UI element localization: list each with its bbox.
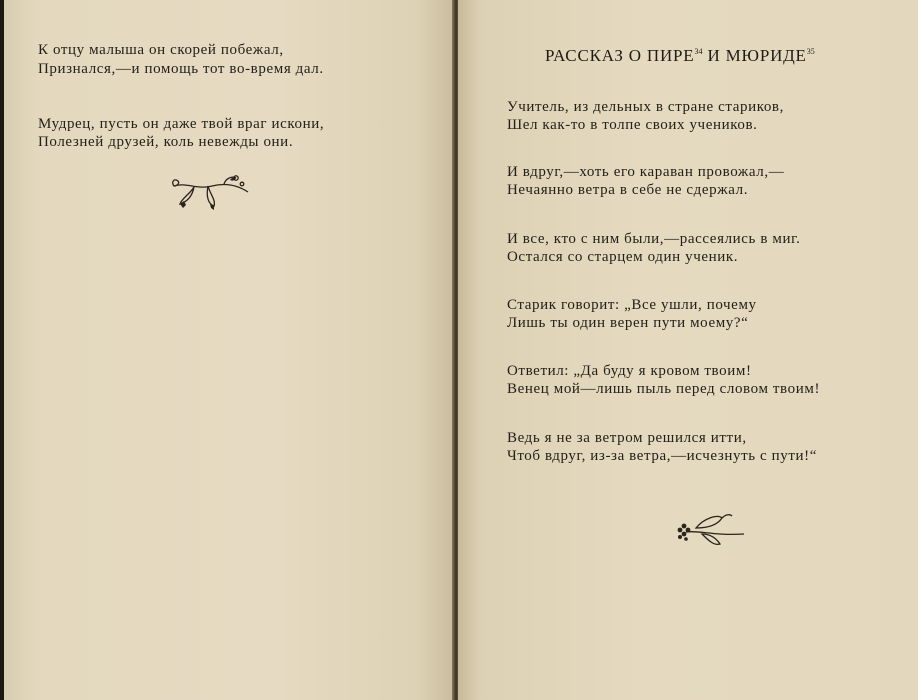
left-page <box>4 0 455 700</box>
right-stanza-6-line-1: Ведь я не за ветром решился итти, <box>507 430 747 446</box>
right-stanza-4-line-1: Старик говорит: „Все ушли, почему <box>507 297 757 313</box>
page-title <box>545 46 815 66</box>
right-stanza-1-line-1: Учитель, из дельных в стране стариков, <box>507 99 784 115</box>
floral-vignette-icon <box>168 172 252 212</box>
right-stanza-1-line-2: Шел как-то в толпе своих учеников. <box>507 117 758 133</box>
left-stanza-2-line-1: Мудрец, пусть он даже твой враг искони, <box>38 116 325 132</box>
title-footnote-2: 35 <box>806 47 815 56</box>
right-stanza-2-line-2: Нечаянно ветра в себе не сдержал. <box>507 182 749 198</box>
left-stanza-1-line-1: К отцу малыша он скорей побежал, <box>38 42 284 58</box>
title-footnote-1: 34 <box>694 47 703 56</box>
flower-vignette-icon <box>674 510 748 550</box>
title-part-2: И МЮРИДЕ <box>702 46 807 65</box>
right-stanza-6-line-2: Чтоб вдруг, из-за ветра,—исчезнуть с пути!“ <box>507 448 818 464</box>
right-stanza-2-line-1: И вдруг,—хоть его караван провожал,— <box>507 164 785 180</box>
right-stanza-3-line-2: Остался со старцем один ученик. <box>507 249 739 265</box>
title-part-1: РАССКАЗ О ПИРЕ <box>545 46 695 65</box>
left-stanza-2-line-2: Полезней друзей, коль невежды они. <box>38 134 294 150</box>
right-stanza-5-line-1: Ответил: „Да буду я кровом твоим! <box>507 363 752 379</box>
left-stanza-1-line-2: Признался,—и помощь тот во-время дал. <box>38 61 324 77</box>
right-stanza-4-line-2: Лишь ты один верен пути моему?“ <box>507 315 749 331</box>
right-stanza-5-line-2: Венец мой—лишь пыль перед словом твоим! <box>507 381 821 397</box>
right-stanza-3-line-1: И все, кто с ним были,—рассеялись в миг. <box>507 231 801 247</box>
